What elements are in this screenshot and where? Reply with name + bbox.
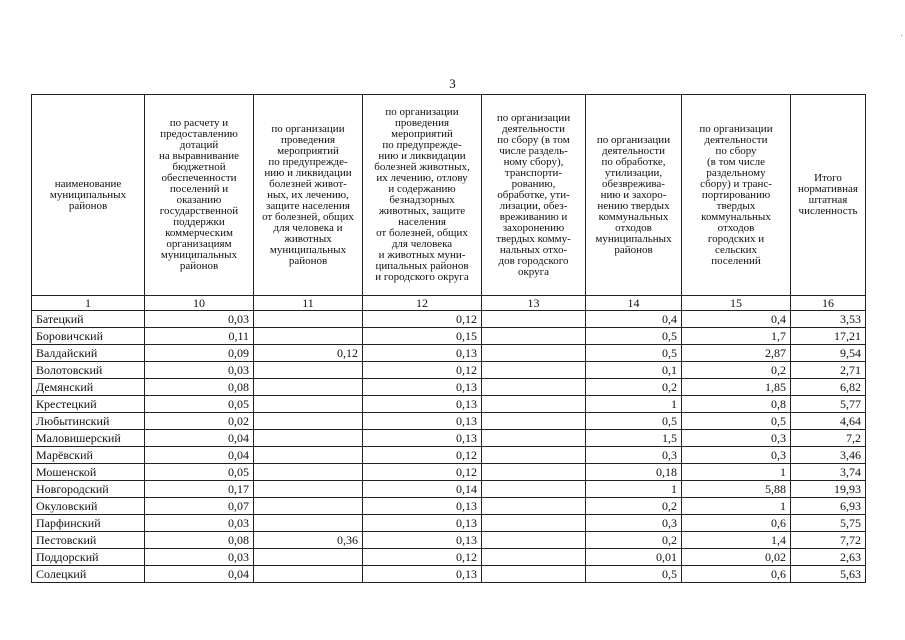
column-header-line: нию и ликвидации xyxy=(264,166,352,179)
column-header-line: защите населения xyxy=(266,199,350,212)
column-header-line: отходов xyxy=(615,221,652,234)
value-cell-c11 xyxy=(254,549,363,566)
value-cell-c16: 17,21 xyxy=(791,328,866,345)
value-cell-c12: 0,12 xyxy=(363,549,482,566)
column-header-c12 xyxy=(363,95,482,296)
value-cell-c16: 3,46 xyxy=(791,447,866,464)
column-header-line: твердых xyxy=(716,199,756,212)
value-cell-c15: 0,5 xyxy=(682,413,791,430)
value-cell-c15: 0,8 xyxy=(682,396,791,413)
column-header-line: Итого xyxy=(814,172,842,184)
table-row xyxy=(32,362,866,379)
value-cell-c15: 1,85 xyxy=(682,379,791,396)
value-cell-c16: 3,53 xyxy=(791,311,866,328)
value-cell-c13 xyxy=(482,345,586,362)
value-cell-c14: 1 xyxy=(586,396,682,413)
column-header-line: по организации xyxy=(496,111,571,124)
value-cell-c12: 0,13 xyxy=(363,396,482,413)
value-cell-c12: 0,13 xyxy=(363,379,482,396)
district-name-cell: Солецкий xyxy=(32,566,145,583)
value-cell-c10: 0,02 xyxy=(145,413,254,430)
column-header-line: организациям xyxy=(166,238,232,250)
value-cell-c10: 0,05 xyxy=(145,464,254,481)
column-header-line: муниципальных xyxy=(160,249,238,261)
column-header-line: по организации xyxy=(596,133,671,146)
value-cell-c15: 0,6 xyxy=(682,566,791,583)
district-name-cell: Новгородский xyxy=(32,481,145,498)
district-name-cell: Батецкий xyxy=(32,311,145,328)
value-cell-c12: 0,13 xyxy=(363,498,482,515)
value-cell-c16: 5,75 xyxy=(791,515,866,532)
value-cell-c14: 0,5 xyxy=(586,328,682,345)
table-row xyxy=(32,328,866,345)
column-header-line: нию и ликвидации xyxy=(378,150,466,162)
column-header-line: бюджетной xyxy=(172,161,226,173)
district-name-cell: Крестецкий xyxy=(32,396,145,413)
column-header-line: по организации xyxy=(271,122,345,135)
value-cell-c14: 0,2 xyxy=(586,379,682,396)
column-header-line: районов xyxy=(179,260,219,272)
value-cell-c12: 0,13 xyxy=(363,532,482,549)
district-name-cell: Волотовский xyxy=(32,362,145,379)
table-row xyxy=(32,447,866,464)
value-cell-c16: 19,93 xyxy=(791,481,866,498)
value-cell-c12: 0,14 xyxy=(363,481,482,498)
table-row xyxy=(32,498,866,515)
column-header-line: на выравнивание xyxy=(158,150,240,162)
value-cell-c10: 0,09 xyxy=(145,345,254,362)
value-cell-c12: 0,12 xyxy=(363,362,482,379)
column-header-line: отходов xyxy=(717,221,755,234)
column-header-line: коммунальных xyxy=(598,210,669,223)
district-name-cell: Валдайский xyxy=(32,345,145,362)
value-cell-c10: 0,04 xyxy=(145,566,254,583)
value-cell-c13 xyxy=(482,532,586,549)
value-cell-c10: 0,04 xyxy=(145,430,254,447)
column-header-line: оказанию xyxy=(176,194,222,206)
table-row xyxy=(32,481,866,498)
column-header-line: числе раздель- xyxy=(499,144,568,157)
value-cell-c13 xyxy=(482,515,586,532)
column-number: 16 xyxy=(791,296,866,311)
value-cell-c12: 0,13 xyxy=(363,413,482,430)
value-cell-c16: 6,93 xyxy=(791,498,866,515)
value-cell-c10: 0,03 xyxy=(145,515,254,532)
table-row xyxy=(32,345,866,362)
column-header-line: сельских xyxy=(714,243,758,256)
value-cell-c14: 0,5 xyxy=(586,566,682,583)
value-cell-c13 xyxy=(482,328,586,345)
value-cell-c11 xyxy=(254,566,363,583)
value-cell-c15: 0,2 xyxy=(682,362,791,379)
value-cell-c12: 0,13 xyxy=(363,430,482,447)
value-cell-c10: 0,05 xyxy=(145,396,254,413)
column-header-line: портированию xyxy=(701,188,771,201)
column-header-line: численность xyxy=(798,205,858,217)
value-cell-c16: 2,71 xyxy=(791,362,866,379)
district-name-cell: Маловишерский xyxy=(32,430,145,447)
column-header-line: животных, защите xyxy=(378,205,466,217)
district-name-cell: Любытинский xyxy=(32,413,145,430)
column-number: 10 xyxy=(145,296,254,311)
column-header-line: и животных муни- xyxy=(378,249,466,261)
value-cell-c12: 0,12 xyxy=(363,311,482,328)
value-cell-c10: 0,03 xyxy=(145,311,254,328)
column-header-line: безнадзорных xyxy=(389,194,455,206)
column-header-line: болезней живот- xyxy=(269,177,347,190)
column-header-line: обезврежива- xyxy=(602,177,665,190)
value-cell-c14: 0,1 xyxy=(586,362,682,379)
table-row xyxy=(32,311,866,328)
value-cell-c15: 1,7 xyxy=(682,328,791,345)
value-cell-c11 xyxy=(254,396,363,413)
column-header-line: поселений и xyxy=(169,183,229,195)
column-header-line: раздельному xyxy=(706,166,766,179)
value-cell-c13 xyxy=(482,549,586,566)
column-number: 1 xyxy=(32,296,145,311)
value-cell-c14: 0,3 xyxy=(586,515,682,532)
value-cell-c10: 0,03 xyxy=(145,362,254,379)
value-cell-c16: 9,54 xyxy=(791,345,866,362)
column-header-line: по предупрежде- xyxy=(382,139,462,151)
value-cell-c11 xyxy=(254,464,363,481)
page-number: 3 xyxy=(449,76,456,91)
district-name-cell: Пестовский xyxy=(32,532,145,549)
column-header-line: муниципальных xyxy=(49,188,127,201)
value-cell-c14: 0,5 xyxy=(586,345,682,362)
value-cell-c11 xyxy=(254,498,363,515)
value-cell-c15: 0,3 xyxy=(682,430,791,447)
column-header-line: деятельности xyxy=(704,133,768,146)
column-number: 11 xyxy=(254,296,363,311)
column-header-line: утилизации, xyxy=(604,166,663,179)
value-cell-c10: 0,17 xyxy=(145,481,254,498)
column-header-line: и городского округа xyxy=(375,271,469,283)
column-header-line: по расчету и xyxy=(169,117,229,129)
table-row xyxy=(32,430,866,447)
value-cell-c12: 0,15 xyxy=(363,328,482,345)
value-cell-c16: 5,77 xyxy=(791,396,866,413)
column-header-c13 xyxy=(482,95,586,296)
value-cell-c15: 1 xyxy=(682,464,791,481)
column-header-line: нормативная xyxy=(798,183,858,195)
value-cell-c13 xyxy=(482,481,586,498)
column-header-line: по организации xyxy=(699,122,773,135)
staffing-table xyxy=(31,94,866,583)
value-cell-c13 xyxy=(482,413,586,430)
value-cell-c11 xyxy=(254,413,363,430)
column-header-c11 xyxy=(254,95,363,296)
value-cell-c11 xyxy=(254,515,363,532)
table-row xyxy=(32,396,866,413)
district-name-cell: Мошенской xyxy=(32,464,145,481)
value-cell-c15: 0,02 xyxy=(682,549,791,566)
value-cell-c13 xyxy=(482,566,586,583)
column-header-line: нальных отхо- xyxy=(499,243,568,256)
table-row xyxy=(32,464,866,481)
column-number: 13 xyxy=(482,296,586,311)
column-header-line: захоронению xyxy=(502,221,565,234)
column-header-line: по предупрежде- xyxy=(268,155,348,168)
column-header-line: ных, их лечению, xyxy=(267,188,349,201)
column-number: 15 xyxy=(682,296,791,311)
value-cell-c16: 5,63 xyxy=(791,566,866,583)
column-header-line: по сбору (в том xyxy=(497,133,570,146)
table-row xyxy=(32,379,866,396)
table-row xyxy=(32,549,866,566)
column-header-line: от болезней, общих xyxy=(262,210,354,223)
value-cell-c15: 2,87 xyxy=(682,345,791,362)
value-cell-c10: 0,08 xyxy=(145,532,254,549)
column-header-line: обеспеченности xyxy=(161,172,237,184)
table-row xyxy=(32,413,866,430)
value-cell-c14: 0,01 xyxy=(586,549,682,566)
column-header-line: рованию, xyxy=(511,177,556,190)
column-header-line: муниципальных xyxy=(269,243,347,256)
column-header-c14 xyxy=(586,95,682,296)
value-cell-c11: 0,12 xyxy=(254,345,363,362)
value-cell-c12: 0,13 xyxy=(363,566,482,583)
column-header-line: для человека xyxy=(391,238,453,250)
column-header-line: штатная xyxy=(808,194,848,206)
column-header-c10 xyxy=(145,95,254,296)
scan-margin-mark: · xyxy=(900,30,903,40)
value-cell-c11 xyxy=(254,430,363,447)
column-number: 14 xyxy=(586,296,682,311)
table-row xyxy=(32,515,866,532)
column-header-line: и содержанию xyxy=(388,183,456,195)
column-header-line: болезней животных, xyxy=(374,161,470,173)
district-name-cell: Окуловский xyxy=(32,498,145,515)
value-cell-c14: 0,18 xyxy=(586,464,682,481)
value-cell-c15: 5,88 xyxy=(682,481,791,498)
value-cell-c10: 0,07 xyxy=(145,498,254,515)
column-header-line: государственной xyxy=(159,205,239,217)
column-header-line: по организации xyxy=(385,106,459,118)
column-header-line: деятельности xyxy=(602,144,665,157)
column-header-line: мероприятий xyxy=(391,128,453,140)
column-header-line: нию и захоро- xyxy=(600,188,667,201)
value-cell-c16: 7,72 xyxy=(791,532,866,549)
value-cell-c15: 1 xyxy=(682,498,791,515)
header-row xyxy=(32,95,866,296)
value-cell-c16: 2,63 xyxy=(791,549,866,566)
column-header-line: районов xyxy=(614,243,653,256)
table-body xyxy=(32,311,866,583)
district-name-cell: Парфинский xyxy=(32,515,145,532)
value-cell-c11 xyxy=(254,379,363,396)
column-header-line: обработке, ути- xyxy=(497,188,570,201)
value-cell-c11 xyxy=(254,328,363,345)
column-header-line: коммерческим xyxy=(165,227,233,239)
value-cell-c12: 0,13 xyxy=(363,345,482,362)
value-cell-c11 xyxy=(254,362,363,379)
column-header-line: поселений xyxy=(711,254,761,267)
column-number: 12 xyxy=(363,296,482,311)
value-cell-c15: 0,6 xyxy=(682,515,791,532)
column-header-line: для человека и xyxy=(273,221,343,234)
value-cell-c11 xyxy=(254,481,363,498)
column-header-c16 xyxy=(791,95,866,296)
column-number-row xyxy=(32,296,866,311)
column-header-line: районов xyxy=(68,199,108,212)
value-cell-c16: 7,2 xyxy=(791,430,866,447)
district-name-cell: Демянский xyxy=(32,379,145,396)
value-cell-c16: 4,64 xyxy=(791,413,866,430)
value-cell-c14: 0,3 xyxy=(586,447,682,464)
value-cell-c13 xyxy=(482,396,586,413)
value-cell-c14: 0,5 xyxy=(586,413,682,430)
column-header-line: их лечению, отлову xyxy=(376,172,468,184)
value-cell-c12: 0,13 xyxy=(363,515,482,532)
column-header-line: муниципальных xyxy=(595,232,672,245)
value-cell-c13 xyxy=(482,447,586,464)
column-header-name xyxy=(32,95,145,296)
value-cell-c14: 0,4 xyxy=(586,311,682,328)
column-header-line: твердых комму- xyxy=(496,232,571,245)
column-header-line: городских и xyxy=(707,232,765,245)
value-cell-c13 xyxy=(482,311,586,328)
district-name-cell: Боровичский xyxy=(32,328,145,345)
district-name-cell: Поддорский xyxy=(32,549,145,566)
column-header-line: населения xyxy=(398,216,446,228)
value-cell-c13 xyxy=(482,430,586,447)
column-header-line: от болезней, общих xyxy=(376,227,468,239)
column-header-line: по обработке, xyxy=(601,155,666,168)
value-cell-c15: 0,4 xyxy=(682,311,791,328)
value-cell-c12: 0,12 xyxy=(363,447,482,464)
column-header-line: округа xyxy=(517,265,550,278)
district-name-cell: Марёвский xyxy=(32,447,145,464)
column-header-line: районов xyxy=(288,254,328,267)
column-header-line: поддержки xyxy=(173,216,225,228)
column-header-line: мероприятий xyxy=(277,144,339,157)
column-header-line: сбору) и транс- xyxy=(700,177,772,190)
column-header-line: дов городского xyxy=(498,254,569,267)
table-row xyxy=(32,566,866,583)
value-cell-c13 xyxy=(482,362,586,379)
value-cell-c15: 1,4 xyxy=(682,532,791,549)
column-header-line: (в том числе xyxy=(707,155,765,168)
column-header-line: предоставлению xyxy=(160,128,238,140)
column-header-line: нению твердых xyxy=(597,199,670,212)
value-cell-c10: 0,03 xyxy=(145,549,254,566)
value-cell-c14: 1,5 xyxy=(586,430,682,447)
value-cell-c13 xyxy=(482,498,586,515)
table-row xyxy=(32,532,866,549)
value-cell-c16: 6,82 xyxy=(791,379,866,396)
value-cell-c14: 0,2 xyxy=(586,498,682,515)
value-cell-c14: 1 xyxy=(586,481,682,498)
column-header-line: животных xyxy=(284,232,332,245)
column-header-line: вреживанию и xyxy=(499,210,568,223)
column-header-line: проведения xyxy=(280,133,336,146)
value-cell-c10: 0,11 xyxy=(145,328,254,345)
column-header-line: коммунальных xyxy=(701,210,771,223)
column-header-line: по сбору xyxy=(715,144,757,157)
value-cell-c13 xyxy=(482,464,586,481)
value-cell-c11 xyxy=(254,447,363,464)
value-cell-c11: 0,36 xyxy=(254,532,363,549)
column-header-c15 xyxy=(682,95,791,296)
value-cell-c16: 3,74 xyxy=(791,464,866,481)
column-header-line: лизации, обез- xyxy=(499,199,568,212)
value-cell-c10: 0,04 xyxy=(145,447,254,464)
value-cell-c12: 0,12 xyxy=(363,464,482,481)
column-header-line: проведения xyxy=(394,117,450,129)
column-header-line: ципальных районов xyxy=(375,260,469,272)
value-cell-c11 xyxy=(254,311,363,328)
value-cell-c10: 0,08 xyxy=(145,379,254,396)
value-cell-c14: 0,2 xyxy=(586,532,682,549)
value-cell-c13 xyxy=(482,379,586,396)
column-header-line: транспорти- xyxy=(504,166,563,179)
column-header-line: ному сбору), xyxy=(503,155,564,168)
column-header-line: дотаций xyxy=(179,139,219,151)
column-header-line: наименование xyxy=(54,177,122,190)
value-cell-c15: 0,3 xyxy=(682,447,791,464)
column-header-line: деятельности xyxy=(502,122,565,135)
